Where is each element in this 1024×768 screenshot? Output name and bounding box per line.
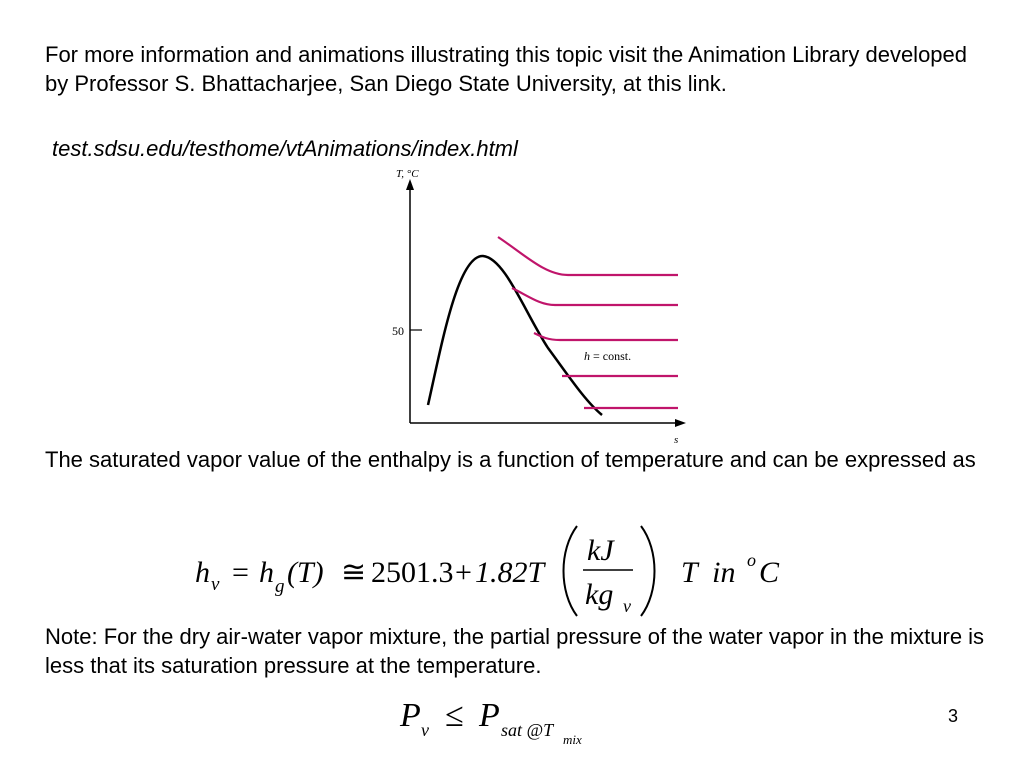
saturated-vapor-paragraph: The saturated vapor value of the enthalpy is a function of temperature and can be expressed as: [45, 447, 976, 472]
animation-library-link[interactable]: test.sdsu.edu/testhome/vtAnimations/index.html: [52, 136, 518, 161]
y-axis-label: T, °C: [396, 168, 419, 180]
eq1-hv-sub: v: [211, 574, 220, 595]
intro-paragraph: For more information and animations illustrating this topic visit the Animation Library developed by Professor S. Bhattacharjee, San Diego State University, at this link.: [45, 42, 968, 96]
eq1-hv: h: [195, 556, 210, 589]
eq1-celsius: C: [759, 556, 780, 589]
pressure-inequality: [395, 690, 615, 750]
page-number: 3: [948, 706, 959, 726]
eq1-coeff: 1.82T: [475, 556, 545, 589]
y-tick-label: 50: [392, 324, 404, 338]
eq2-psat-sub: sat @T: [501, 720, 554, 740]
eq1-unit-den: kg: [585, 578, 614, 611]
eq2-psat-subsub: mix: [563, 732, 582, 747]
constant-h-line: [512, 288, 678, 305]
eq1-condition: T in: [681, 556, 736, 589]
t-s-diagram: [380, 163, 700, 448]
eq1-equals: =: [232, 556, 249, 589]
eq1-right-paren: [641, 526, 655, 616]
eq2-pv: P: [400, 697, 421, 734]
y-axis-arrow: [406, 179, 414, 190]
constant-h-line: [534, 333, 678, 340]
enthalpy-equation: [195, 520, 805, 620]
h-const-label: h = const.: [584, 349, 632, 363]
constant-h-line: [498, 237, 678, 275]
eq1-degree: o: [747, 550, 756, 570]
eq1-hg-sub: g: [275, 576, 285, 597]
eq2-leq: ≤: [445, 697, 464, 734]
eq1-unit-den-sub: v: [623, 596, 631, 616]
eq1-constant: 2501.3: [371, 556, 454, 589]
x-axis-label: s: [674, 434, 679, 446]
x-axis-arrow: [675, 419, 686, 427]
eq2-pv-sub: v: [421, 720, 429, 740]
eq1-plus: +: [455, 556, 472, 589]
saturation-dome-curve: [428, 256, 602, 415]
eq1-left-paren: [564, 526, 578, 616]
eq1-unit-num: kJ: [587, 534, 614, 567]
eq1-approx: ≅: [341, 556, 367, 589]
eq1-hg-arg: (T): [287, 556, 324, 589]
note-paragraph: Note: For the dry air-water vapor mixture, the partial pressure of the water vapor in the mixture is less that its saturation pressure at the temperature.: [45, 624, 985, 678]
eq2-psat: P: [479, 697, 500, 734]
eq1-hg: h: [259, 556, 274, 589]
